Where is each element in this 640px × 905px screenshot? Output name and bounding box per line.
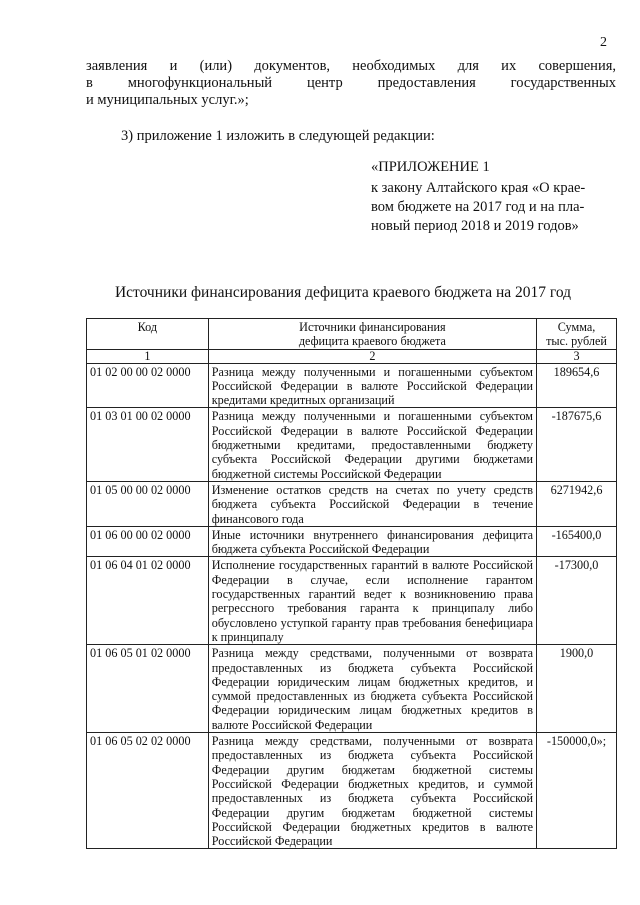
annex-line: к закону Алтайского края «О крае-: [371, 180, 586, 196]
table-title: Источники финансирования дефицита краевого бюджета на 2017 год: [114, 284, 572, 301]
table-row: [87, 526, 617, 557]
financing-sources-table: [86, 318, 617, 849]
row-sum: 189654,6: [537, 363, 617, 408]
continuation-line: заявления и (или) документов, необходимых для их совершения,: [86, 58, 616, 74]
header-code-label: Код: [137, 320, 158, 334]
row-description: Разница между средствами, полученными от возврата предоставленных из бюджета субъекта Российской Федерации другим бюджетам бюджетной системы Российской Федерации бюджетных кредитов, и суммой предоставленных из бюджета субъекта Российской Федерации другим бюджетам бюджетной системы Российской Федерации бюджетных кредитов в валюте Российской Федерации: [208, 733, 536, 849]
row-code: 01 02 00 00 02 0000: [87, 363, 209, 408]
amendment-item: 3) приложение 1 изложить в следующей редакции:: [121, 128, 435, 144]
row-description: Изменение остатков средств на счетах по учету средств бюджета субъекта Российской Федерации в течение финансового года: [208, 481, 536, 526]
continuation-paragraph: [86, 58, 616, 109]
annex-line: вом бюджете на 2017 год и на пла-: [371, 199, 585, 215]
column-number: 1: [87, 349, 209, 363]
table-row: [87, 481, 617, 526]
table-row: [87, 733, 617, 849]
header-source: [208, 319, 536, 350]
row-sum: -17300,0: [537, 557, 617, 645]
annex-header: [371, 158, 619, 236]
header-sum: [537, 319, 617, 350]
row-description: Иные источники внутреннего финансирования дефицита бюджета субъекта Российской Федерации: [208, 526, 536, 557]
row-description: Исполнение государственных гарантий в валюте Российской Федерации в случае, если исполнение гарантом государственных гарантий ведет к возникновению права регрессного требования гаранта к принципалу либо обусловлено уступкой гаранту прав требования бенефициара к принципалу: [208, 557, 536, 645]
header-sum-line: тыс. рублей: [546, 334, 607, 349]
row-sum: 1900,0: [537, 645, 617, 733]
header-source-line: Источники финансирования: [299, 320, 446, 334]
header-code: [87, 319, 209, 350]
row-sum: -150000,0»;: [537, 733, 617, 849]
row-code: 01 06 04 01 02 0000: [87, 557, 209, 645]
row-code: 01 06 00 00 02 0000: [87, 526, 209, 557]
table-row: [87, 408, 617, 481]
annex-title: «ПРИЛОЖЕНИЕ 1: [371, 159, 490, 175]
column-number-row: [87, 349, 617, 363]
continuation-line: в многофункциональный центр предоставления государственных: [86, 75, 616, 91]
table-row: [87, 645, 617, 733]
column-number: 3: [537, 349, 617, 363]
row-code: 01 03 01 00 02 0000: [87, 408, 209, 481]
page-number: 2: [600, 35, 607, 50]
continuation-line: и муниципальных услуг.»;: [86, 92, 249, 108]
row-description: Разница между полученными и погашенными субъектом Российской Федерации в валюте Российской Федерации кредитами кредитных организаций: [208, 363, 536, 408]
row-code: 01 06 05 01 02 0000: [87, 645, 209, 733]
row-sum: -187675,6: [537, 408, 617, 481]
table-row: [87, 363, 617, 408]
column-number: 2: [208, 349, 536, 363]
row-code: 01 05 00 00 02 0000: [87, 481, 209, 526]
table-row: [87, 557, 617, 645]
row-sum: -165400,0: [537, 526, 617, 557]
row-description: Разница между средствами, полученными от возврата предоставленных из бюджета субъекта Российской Федерации юридическим лицам бюджетных кредитов, и суммой предоставленных из бюджета субъекта Российской Федерации юридическим лицам бюджетных кредитов в валюте Российской Федерации: [208, 645, 536, 733]
header-source-line: дефицита краевого бюджета: [298, 334, 446, 349]
row-sum: 6271942,6: [537, 481, 617, 526]
row-description: Разница между полученными и погашенными субъектом Российской Федерации в валюте Российской Федерации бюджетными кредитами, предоставленными бюджету субъекта Российской Федерации другими бюджетами бюджетной системы Российской Федерации: [208, 408, 536, 481]
annex-line: новый период 2018 и 2019 годов»: [371, 218, 579, 234]
header-sum-line: Сумма,: [557, 320, 596, 334]
row-code: 01 06 05 02 02 0000: [87, 733, 209, 849]
table-header-row: [87, 319, 617, 350]
